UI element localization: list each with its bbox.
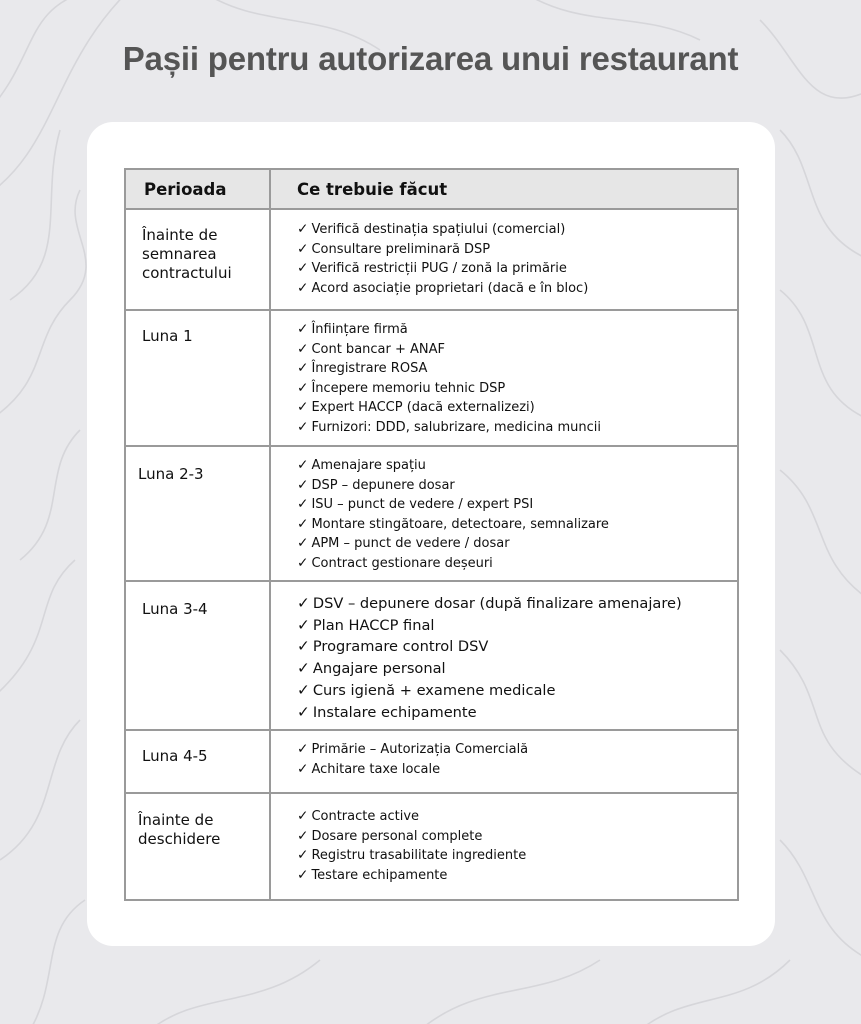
checkmark-icon: ✓ [297,702,310,721]
tasks-cell [270,446,738,581]
list-item: ✓ Achitare taxe locale [297,760,731,780]
list-item: ✓ DSV – depunere dosar (după finalizare amenajare) [297,593,731,615]
checkmark-icon: ✓ [297,847,309,864]
checkmark-icon: ✓ [297,418,309,435]
checkmark-icon: ✓ [297,515,309,532]
checkmark-icon: ✓ [297,535,309,552]
period-cell: Înainte de deschidere [125,793,270,900]
list-item: ✓ Cont bancar + ANAF [297,340,731,360]
list-item: ✓ Primărie – Autorizația Comercială [297,740,731,760]
list-item: ✓ Contracte active [297,807,731,827]
list-item: ✓ Începere memoriu tehnic DSP [297,379,731,399]
list-item: ✓ Instalare echipamente [297,702,731,724]
checkmark-icon: ✓ [297,827,309,844]
checkmark-icon: ✓ [297,240,309,257]
list-item: ✓ Furnizori: DDD, salubrizare, medicina muncii [297,418,731,438]
tasks-cell [270,793,738,900]
list-item: ✓ Acord asociație proprietari (dacă e în bloc) [297,279,731,299]
table-row [125,581,738,730]
table-row [125,730,738,793]
checkmark-icon: ✓ [297,360,309,377]
checkmark-icon: ✓ [297,476,309,493]
tasks-cell [270,730,738,793]
checkmark-icon: ✓ [297,741,309,758]
list-item: ✓ Înregistrare ROSA [297,359,731,379]
checkmark-icon: ✓ [297,867,309,883]
checkmark-icon: ✓ [297,340,309,357]
table-header-row [125,169,738,209]
list-item: ✓ Plan HACCP final [297,615,731,637]
period-cell: Luna 2-3 [125,446,270,581]
authorization-steps-table [124,168,739,901]
list-item: ✓ Programare control DSV [297,636,731,658]
list-item: ✓ Registru trasabilitate ingrediente [297,846,731,866]
period-cell: Luna 4-5 [125,730,270,793]
checkmark-icon: ✓ [297,594,310,612]
list-item: ✓ Amenajare spațiu [297,456,731,476]
list-item: ✓ DSP – depunere dosar [297,476,731,496]
list-item: ✓ Montare stingătoare, detectoare, semnalizare [297,515,731,535]
page-title: Pașii pentru autorizarea unui restaurant [122,40,739,77]
tasks-cell [270,581,738,730]
checkmark-icon: ✓ [297,659,310,678]
list-item: ✓ Testare echipamente [297,866,731,886]
checkmark-icon: ✓ [297,399,309,416]
checkmark-icon: ✓ [297,760,309,777]
tasks-cell [270,310,738,446]
list-item: ✓ Înființare firmă [297,320,731,340]
period-cell: Înainte de semnarea contractului [125,209,270,310]
checkmark-icon: ✓ [297,554,309,571]
checkmark-icon: ✓ [297,496,309,513]
checkmark-icon: ✓ [297,279,309,296]
period-cell: Luna 3-4 [125,581,270,730]
column-header-period: Perioada [125,169,270,209]
table-row [125,209,738,310]
checkmark-icon: ✓ [297,615,310,634]
list-item: ✓ Expert HACCP (dacă externalizezi) [297,398,731,418]
list-item: ✓ Contract gestionare deșeuri [297,554,731,574]
checkmark-icon: ✓ [297,637,310,656]
table-row [125,310,738,446]
checkmark-icon: ✓ [297,221,309,237]
list-item: ✓ Verifică restricții PUG / zonă la primărie [297,259,731,279]
list-item: ✓ Angajare personal [297,658,731,680]
list-item: ✓ Verifică destinația spațiului (comercial) [297,220,731,240]
list-item: ✓ Consultare preliminară DSP [297,240,731,260]
checkmark-icon: ✓ [297,457,309,473]
list-item: ✓ ISU – punct de vedere / expert PSI [297,495,731,515]
table-row [125,446,738,581]
list-item: ✓ Dosare personal complete [297,827,731,847]
period-cell: Luna 1 [125,310,270,446]
table-row [125,793,738,900]
list-item: ✓ Curs igienă + examene medicale [297,680,731,702]
tasks-cell [270,209,738,310]
checkmark-icon: ✓ [297,680,310,699]
checkmark-icon: ✓ [297,379,309,396]
checkmark-icon: ✓ [297,808,309,825]
checkmark-icon: ✓ [297,260,309,277]
list-item: ✓ APM – punct de vedere / dosar [297,534,731,554]
column-header-tasks: Ce trebuie făcut [270,169,738,209]
checkmark-icon: ✓ [297,321,309,337]
